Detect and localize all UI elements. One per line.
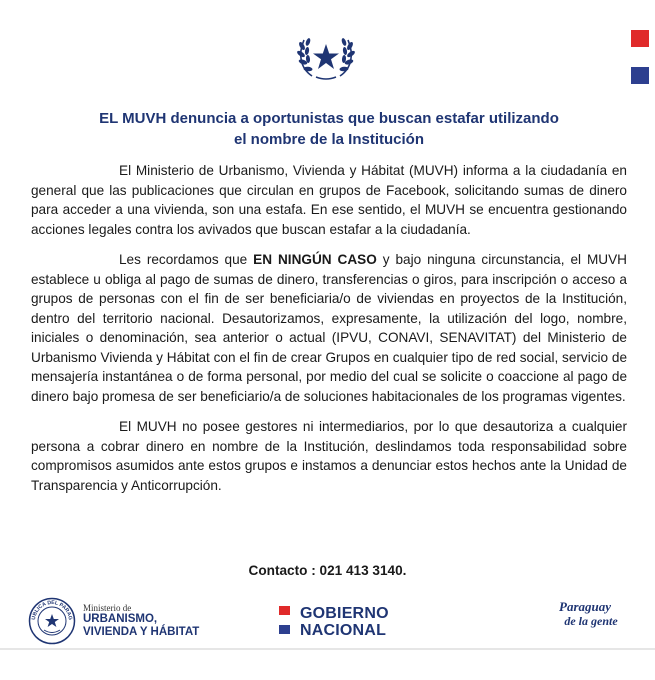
paragraph-1: El Ministerio de Urbanismo, Vivienda y Hábitat (MUVH) informa a la ciudadanía en general que las publicaciones que circulan en grupos de Facebook, solicitando sumas de dinero para acceder a una vivienda, son una estafa. En ese sentido, el MUVH se encuentra gestionando acciones legales contra los avivados que buscan estafar a la ciudadanía. [31, 163, 627, 237]
republica-del-paraguay-seal-icon [28, 597, 76, 645]
flag-blue-bar [631, 67, 649, 84]
paragraph-3: El MUVH no posee gestores ni intermediarios, por lo que desautoriza a cualquier persona a cobrar dinero en nombre de la Institución, deslindamos toda responsabilidad sobre compromisos asumidos ante estos grupos e instamos a denunciar estos hechos ante la Unidad de Transparencia y Anticorrupción. [31, 419, 627, 493]
footer-divider [0, 648, 655, 650]
muvh-name-line-1: URBANISMO, [83, 613, 158, 625]
gobierno-nacional-logo [300, 605, 389, 639]
svg-text:REPUBLICA DEL PARAGUAY: UBLICA DEL PARAG [30, 599, 74, 621]
contact-line: Contacto : 021 413 3140. [248, 563, 407, 578]
muvh-small-label: Ministerio de [83, 603, 132, 613]
gobierno-flag-icon [279, 606, 290, 634]
de-la-gente-label: de la gente [564, 614, 618, 628]
flag-red-bar [631, 30, 649, 47]
title-line-1: EL MUVH denuncia a oportunistas que buscan estafar utilizando [99, 110, 559, 127]
paraguay-de-la-gente-logo [540, 600, 630, 628]
announcement-body [31, 161, 627, 506]
paragraph-2 [31, 250, 627, 406]
paragraph-2-rest: y bajo ninguna circunstancia, el MUVH establece u obliga al pago de sumas de dinero, transferencias o giros, para inscripción o acceso a grupos de personas con el fin de ser beneficiaria/o de viviendas en proyectos de la Institución, dentro del territorio nacional. Desautorizamos, expresamente, la utilización del logo, nombre, iniciales o denominación, sea anterior o actual (IPVU, CONAVI, SENAVITAT) del Ministerio de Urbanismo Vivienda y Hábitat con el fin de crear Grupos en cualquier tipo de red social, servicio de mensajería instantánea o de forma personal, por medio del cual se solicite o coaccione al pago de dinero bajo promesa de ser beneficiario/a de soluciones habitacionales de los programas vigentes. [31, 252, 627, 404]
gobierno-label: GOBIERNO [300, 605, 389, 622]
paragraph-2-emphasis: EN NINGÚN CASO [253, 252, 377, 267]
title-line-2: el nombre de la Institución [233, 131, 425, 148]
paragraph-2-start: Les recordamos que [119, 252, 254, 267]
muvh-name-line-2: VIVIENDA Y HÁBITAT [83, 625, 200, 638]
star-laurel-crest-icon [290, 26, 362, 82]
paraguay-label: Paraguay [559, 599, 611, 614]
nacional-label: NACIONAL [300, 622, 387, 639]
page-title [60, 108, 598, 150]
muvh-logo-text [83, 603, 199, 638]
